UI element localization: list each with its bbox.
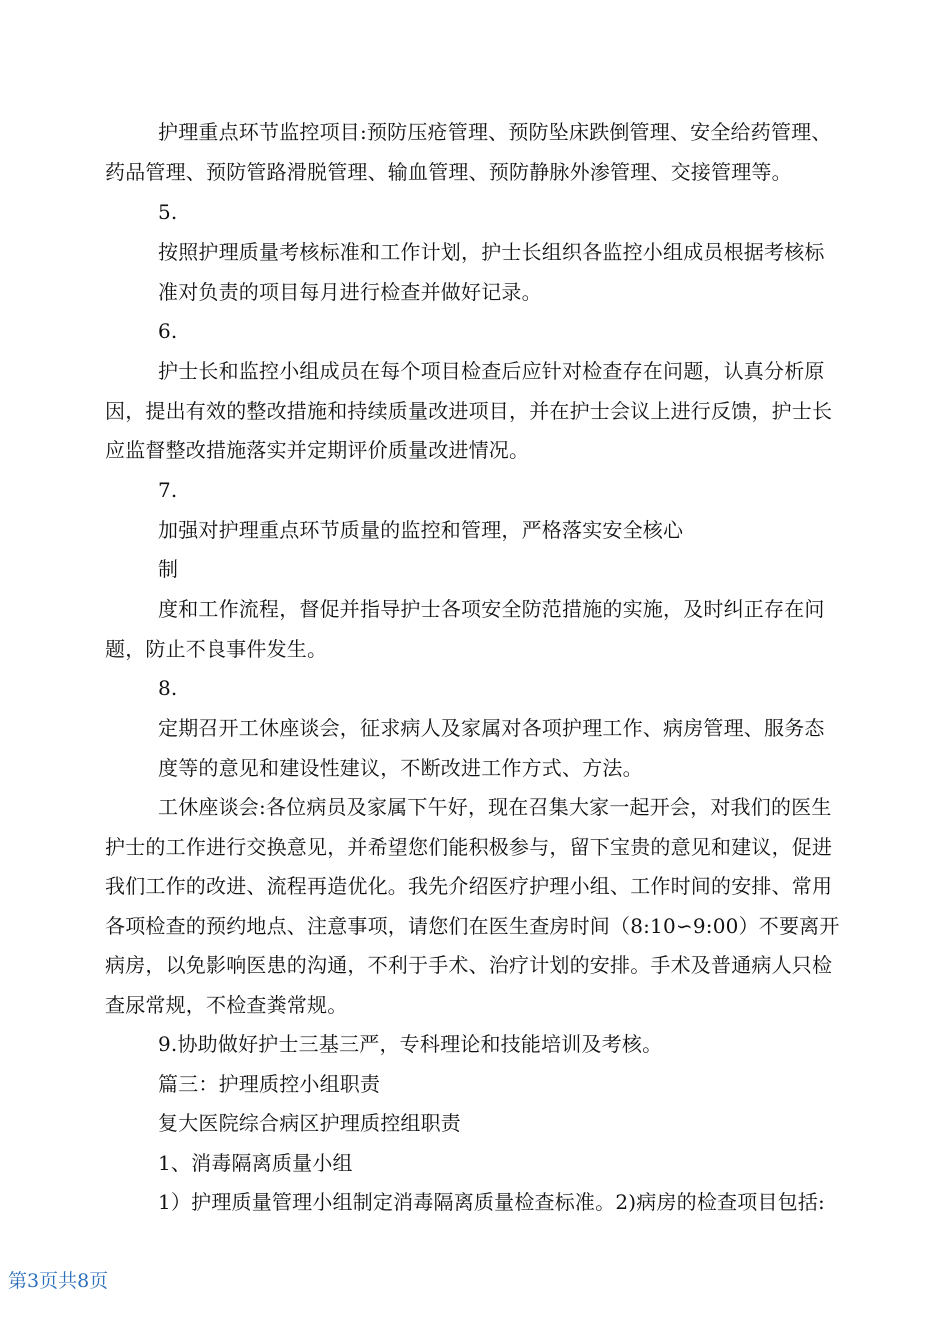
text-line: 各项检查的预约地点、注意事项，请您们在医生查房时间（8:10∽9:00）不要离开	[105, 914, 840, 938]
text-line: 定期召开工休座谈会，征求病人及家属对各项护理工作、病房管理、服务态	[158, 716, 825, 740]
text-line: 护理重点环节监控项目:预防压疮管理、预防坠床跌倒管理、安全给药管理、	[158, 120, 832, 144]
text-line: 工休座谈会:各位病员及家属下午好，现在召集大家一起开会，对我们的医生	[158, 795, 832, 819]
text-line: 度和工作流程，督促并指导护士各项安全防范措施的实施，及时纠正存在问	[158, 597, 825, 621]
text-line: 准对负责的项目每月进行检查并做好记录。	[158, 280, 542, 304]
section-subheading: 1、消毒隔离质量小组	[158, 1151, 353, 1175]
text-line: 应监督整改措施落实并定期评价质量改进情况。	[105, 438, 530, 462]
list-number: 7.	[158, 478, 178, 502]
text-line: 制	[158, 557, 179, 581]
text-line: 9.协助做好护士三基三严，专科理论和技能培训及考核。	[158, 1032, 663, 1056]
list-number: 5.	[158, 200, 178, 224]
list-number: 8.	[158, 676, 178, 700]
text-line: 按照护理质量考核标准和工作计划，护士长组织各监控小组成员根据考核标	[158, 240, 825, 264]
section-subheading: 复大医院综合病区护理质控组职责	[158, 1111, 461, 1135]
section-heading: 篇三：护理质控小组职责	[158, 1072, 381, 1096]
text-line: 题，防止不良事件发生。	[105, 637, 328, 661]
text-line: 因，提出有效的整改措施和持续质量改进项目，并在护士会议上进行反馈，护士长	[105, 399, 833, 423]
page-number-footer: 第3页共8页	[8, 1270, 109, 1292]
text-line: 度等的意见和建设性建议，不断改进工作方式、方法。	[158, 756, 643, 780]
text-line: 药品管理、预防管路滑脱管理、输血管理、预防静脉外渗管理、交接管理等。	[105, 160, 792, 184]
text-line: 1）护理质量管理小组制定消毒隔离质量检查标准。2)病房的检查项目包括:	[158, 1190, 825, 1214]
text-line: 查尿常规，不检查粪常规。	[105, 993, 348, 1017]
text-line: 加强对护理重点环节质量的监控和管理，严格落实安全核心	[158, 518, 684, 542]
text-line: 护士的工作进行交换意见，并希望您们能积极参与，留下宝贵的意见和建议，促进	[105, 835, 833, 859]
text-line: 我们工作的改进、流程再造优化。我先介绍医疗护理小组、工作时间的安排、常用	[105, 874, 833, 898]
list-number: 6.	[158, 319, 178, 343]
text-line: 病房，以免影响医患的沟通，不利于手术、治疗计划的安排。手术及普通病人只检	[105, 953, 833, 977]
text-line: 护士长和监控小组成员在每个项目检查后应针对检查存在问题，认真分析原	[158, 359, 825, 383]
